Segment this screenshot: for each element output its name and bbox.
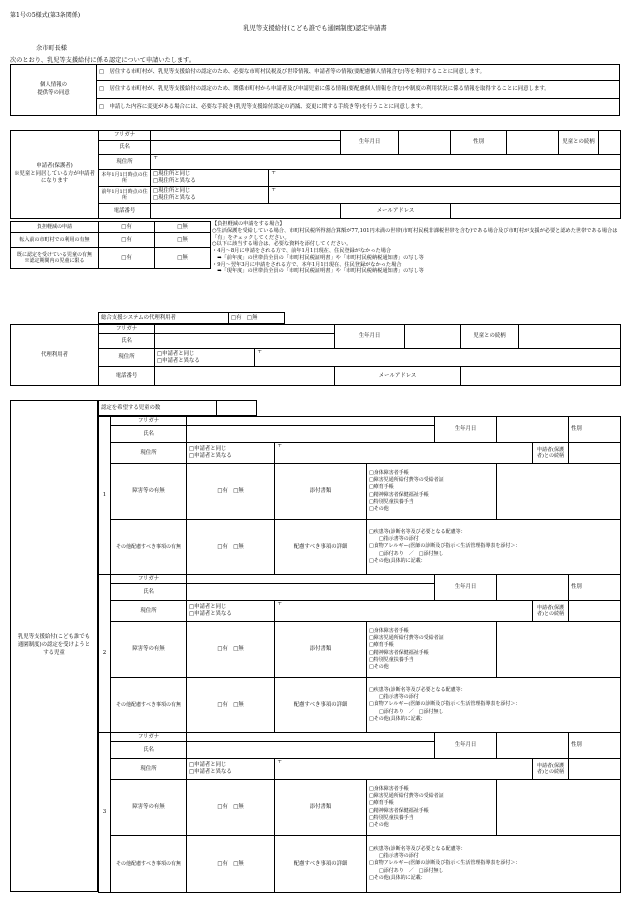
child-address-field[interactable]: 〒 (275, 601, 533, 622)
previous-use-label: 転入前の市町村での利用の有無 (11, 233, 99, 248)
applicant-birth-field[interactable] (399, 131, 451, 155)
child-care-detail-label: 配慮すべき事項の詳細 (275, 836, 367, 893)
child-address-choice[interactable]: □申請者と同じ □申請者と異なる (187, 443, 275, 464)
child-count-table (98, 400, 257, 416)
child-block-3 (98, 732, 621, 893)
child-name-label: 氏名 (111, 426, 187, 443)
child-address-label: 現住所 (111, 759, 187, 780)
postal-mark: 〒 (153, 155, 159, 162)
applicant-email-label: メールアドレス (341, 204, 451, 219)
child-care-detail[interactable]: □疾患等(診断名等及び必要となる配慮等： □指示書等の添付 □食物アレルギー(医師の診断及び指示＜生活管理指導表を添付＞： □添付あり ／ □添付無し □その他(具体的に記載： (367, 520, 621, 575)
proxy-system-label: 総合支援システムの代理利用者 (99, 313, 229, 324)
child-care-label: その他配慮すべき事項の有無 (111, 836, 187, 893)
consent-label: 個人情報の 提供等の同意 (11, 65, 97, 116)
child-index: 2 (99, 575, 111, 733)
child-docs-list[interactable]: □身体障害者手帳 □障害児通所給付費等の受給者証 □療育手帳 □精神障害者保健福祉手帳 □特別児童扶養手当 □その他 (367, 622, 497, 678)
child-birth-field[interactable] (497, 417, 569, 443)
existing-child-no[interactable]: □無 (155, 248, 211, 269)
child-docs-extra[interactable] (497, 622, 621, 678)
child-attached-label: 添付書類 (275, 622, 367, 678)
child-block-2 (98, 574, 621, 733)
child-name-label: 氏名 (111, 742, 187, 759)
child-gender[interactable] (569, 417, 621, 443)
child-relation-field[interactable] (569, 759, 621, 780)
child-disability-choice[interactable]: □有 □無 (187, 622, 275, 678)
child-care-detail-label: 配慮すべき事項の詳細 (275, 520, 367, 575)
proxy-system-choice[interactable]: □有 □無 (229, 313, 285, 324)
proxy-address-choice[interactable]: □申請者と同じ □申請者と異なる (155, 349, 255, 367)
child-care-detail-label: 配慮すべき事項の詳細 (275, 678, 367, 733)
child-care-choice[interactable]: □有 □無 (187, 678, 275, 733)
applicant-gender-field[interactable] (507, 131, 559, 155)
existing-child-label: 既に認定を受けている児童の有無 ※認定期間内の児童に限る (11, 248, 99, 269)
proxy-email-field[interactable] (461, 367, 621, 386)
child-address-label: 現住所 (111, 601, 187, 622)
applicant-address-label: 現住所 (99, 155, 151, 170)
child-care-detail[interactable]: □疾患等(診断名等及び必要となる配慮等： □指示書等の添付 □食物アレルギー(医師の診断及び指示＜生活管理指導表を添付＞： □添付あり ／ □添付無し □その他(具体的に記載： (367, 836, 621, 893)
proxy-relation-label: 児童との続柄 (461, 325, 519, 349)
child-count-field[interactable] (217, 401, 257, 416)
applicant-jan-address-field[interactable]: 〒 (269, 170, 621, 187)
reduction-yes[interactable]: □有 (99, 222, 155, 233)
child-docs-list[interactable]: □身体障害者手帳 □障害児通所給付費等の受給者証 □療育手帳 □精神障害者保健福祉手帳 □特別児童扶養手当 □その他 (367, 464, 497, 520)
child-disability-label: 障害等の有無 (111, 622, 187, 678)
proxy-furigana-field[interactable] (155, 325, 335, 334)
child-gender[interactable] (569, 575, 621, 601)
child-disability-choice[interactable]: □有 □無 (187, 780, 275, 836)
applicant-relation-field[interactable] (599, 131, 621, 155)
intro-text: 次のとおり、乳児等支援給付に係る認定について申請いたします。 (10, 57, 196, 64)
proxy-birth-field[interactable] (405, 325, 461, 349)
applicant-jan-address-label: 本年1月1日時点の住所 (99, 170, 151, 187)
applicant-prev-jan-address-field[interactable]: 〒 (269, 187, 621, 204)
previous-use-no[interactable]: □無 (155, 233, 211, 248)
applicant-email-field[interactable] (451, 204, 621, 219)
child-care-choice[interactable]: □有 □無 (187, 836, 275, 893)
applicant-phone-label: 電話番号 (99, 204, 151, 219)
child-relation-label: 申請者(保護者)との続柄 (533, 443, 569, 464)
child-address-label: 現住所 (111, 443, 187, 464)
child-name-field[interactable] (187, 584, 435, 601)
applicant-section-label: 申請者(保護者) ※児童と同居している方が申請者になります (11, 131, 99, 219)
child-name-field[interactable] (187, 742, 435, 759)
applicant-phone-field[interactable] (151, 204, 341, 219)
child-attached-label: 添付書類 (275, 464, 367, 520)
proxy-table (10, 324, 621, 386)
applicant-jan-address-choice[interactable]: □現住所と同じ □現住所と異なる (151, 170, 269, 187)
proxy-relation-field[interactable] (519, 325, 621, 349)
proxy-name-label: 氏名 (99, 334, 155, 349)
applicant-furigana-field[interactable] (151, 131, 341, 141)
child-gender-label: 性別 (571, 742, 582, 749)
reduction-no[interactable]: □無 (155, 222, 211, 233)
form-number: 第1号の5様式(第3条関係) (10, 12, 81, 19)
child-furigana-field[interactable] (187, 733, 435, 742)
child-relation-label: 申請者(保護者)との続柄 (533, 759, 569, 780)
previous-use-yes[interactable]: □有 (99, 233, 155, 248)
applicant-relation-label: 児童との続柄 (559, 131, 599, 155)
proxy-section-label: 代理利用者 (11, 325, 99, 386)
child-address-field[interactable]: 〒 (275, 443, 533, 464)
child-disability-choice[interactable]: □有 □無 (187, 464, 275, 520)
child-birth-label: 生年月日 (435, 575, 497, 601)
addressee: 余市町長様 (36, 45, 67, 52)
child-docs-extra[interactable] (497, 464, 621, 520)
consent-item-3[interactable]: □ 申請した内容に変更がある場合には、必要な手続き(乳児等支援給付認定の消滅、変更に関する手続き等)を行うことに同意します。 (97, 99, 620, 116)
child-birth-field[interactable] (497, 575, 569, 601)
page-title: 乳児等支援給付(こども誰でも通園制度)認定申請書 (243, 25, 387, 32)
applicant-gender-label: 性別 (451, 131, 507, 155)
child-birth-field[interactable] (497, 733, 569, 759)
applicant-furigana-label: フリガナ (99, 131, 151, 141)
child-furigana-field[interactable] (187, 417, 435, 426)
child-relation-label: 申請者(保護者)との続柄 (533, 601, 569, 622)
child-gender-label: 性別 (571, 584, 582, 591)
child-address-field[interactable]: 〒 (275, 759, 533, 780)
proxy-furigana-label: フリガナ (99, 325, 155, 334)
child-birth-label: 生年月日 (435, 417, 497, 443)
reduction-label: 負担軽減の申請 (11, 222, 99, 233)
child-address-choice[interactable]: □申請者と同じ □申請者と異なる (187, 759, 275, 780)
child-relation-field[interactable] (569, 601, 621, 622)
consent-item-2[interactable]: □ 居住する市町村が、乳児等支援給付の認定のため、関係市町村から申請者及び申請児童に係る情報(要配慮個人情報を含む)や制度の利用状況に係る情報を取得することに同意します。 (97, 81, 620, 99)
child-furigana-label: フリガナ (111, 733, 187, 742)
applicant-address-field[interactable] (151, 155, 621, 170)
consent-item-1[interactable]: □ 居住する市町村が、乳児等支援給付の認定のため、必要な市町村民税及び世帯情報、申請者等の情報(要配慮個人情報含む)等を利用することに同意します。 (97, 65, 620, 81)
child-gender-label: 性別 (571, 426, 582, 433)
proxy-phone-label: 電話番号 (99, 367, 155, 386)
proxy-email-label: メールアドレス (335, 367, 461, 386)
child-gender[interactable] (569, 733, 621, 759)
applicant-name-field[interactable] (151, 140, 341, 155)
reduction-notes: 【負担軽減の申請をする場合】 ○生活保護を受給している場合、市町村民税所得割合算額が77,101円未満の世帯(市町村民税非課税世帯を含む)である場合及び市町村が支援が必要と認めた世帯である場合は「有」をチェックしてください。 ○以下に該当する場合は、必要な資料を添付してください。 ・4月～8月に申請をされる方で、前年1月1日現在、住民登録がなかった場合 ➡「前年度」の世帯員全員の「市町村民税証明書」や「市町村民税納税通知書」の写し等 ・9月～翌年3月に申請をされる方で、本年1月1日現在、住民登録がなかった場合 ➡「現年度」の世帯員全員の「市町村民税証明書」や「市町村民税納税通知書」の写し等 (212, 221, 618, 275)
child-address-choice[interactable]: □申請者と同じ □申請者と異なる (187, 601, 275, 622)
child-name-label: 氏名 (111, 584, 187, 601)
applicant-table (10, 130, 621, 219)
child-care-choice[interactable]: □有 □無 (187, 520, 275, 575)
proxy-system-table (98, 312, 285, 324)
applicant-birth-label: 生年月日 (341, 131, 399, 155)
child-docs-list[interactable]: □身体障害者手帳 □障害児通所給付費等の受給者証 □療育手帳 □精神障害者保健福祉手帳 □特別児童扶養手当 □その他 (367, 780, 497, 836)
child-birth-label: 生年月日 (435, 733, 497, 759)
proxy-phone-field[interactable] (155, 367, 335, 386)
child-care-detail[interactable]: □疾患等(診断名等及び必要となる配慮等： □指示書等の添付 □食物アレルギー(医師の診断及び指示＜生活管理指導表を添付＞： □添付あり ／ □添付無し □その他(具体的に記載： (367, 678, 621, 733)
child-relation-field[interactable] (569, 443, 621, 464)
children-section-label: 乳児等支援給付(こども誰でも通園制度)の認定を受けようとする児童 (10, 400, 98, 892)
child-furigana-label: フリガナ (111, 575, 187, 584)
child-disability-label: 障害等の有無 (111, 780, 187, 836)
child-disability-label: 障害等の有無 (111, 464, 187, 520)
child-furigana-field[interactable] (187, 575, 435, 584)
child-name-field[interactable] (187, 426, 435, 443)
consent-table (10, 64, 620, 116)
child-care-label: その他配慮すべき事項の有無 (111, 520, 187, 575)
child-care-label: その他配慮すべき事項の有無 (111, 678, 187, 733)
applicant-prev-jan-address-choice[interactable]: □現住所と同じ □現住所と異なる (151, 187, 269, 204)
applicant-prev-jan-address-label: 前年1月1日時点の住所 (99, 187, 151, 204)
child-furigana-label: フリガナ (111, 417, 187, 426)
child-index: 1 (99, 417, 111, 575)
proxy-name-field[interactable] (155, 334, 335, 349)
child-block-1 (98, 416, 621, 575)
proxy-birth-label: 生年月日 (335, 325, 405, 349)
child-index: 3 (99, 733, 111, 893)
proxy-address-label: 現住所 (99, 349, 155, 367)
child-docs-extra[interactable] (497, 780, 621, 836)
reduction-table (10, 221, 211, 269)
child-count-label: 認定を希望する児童の数 (99, 401, 217, 416)
applicant-name-label: 氏名 (99, 140, 151, 155)
child-attached-label: 添付書類 (275, 780, 367, 836)
proxy-address-field[interactable]: 〒 (255, 349, 621, 367)
existing-child-yes[interactable]: □有 (99, 248, 155, 269)
